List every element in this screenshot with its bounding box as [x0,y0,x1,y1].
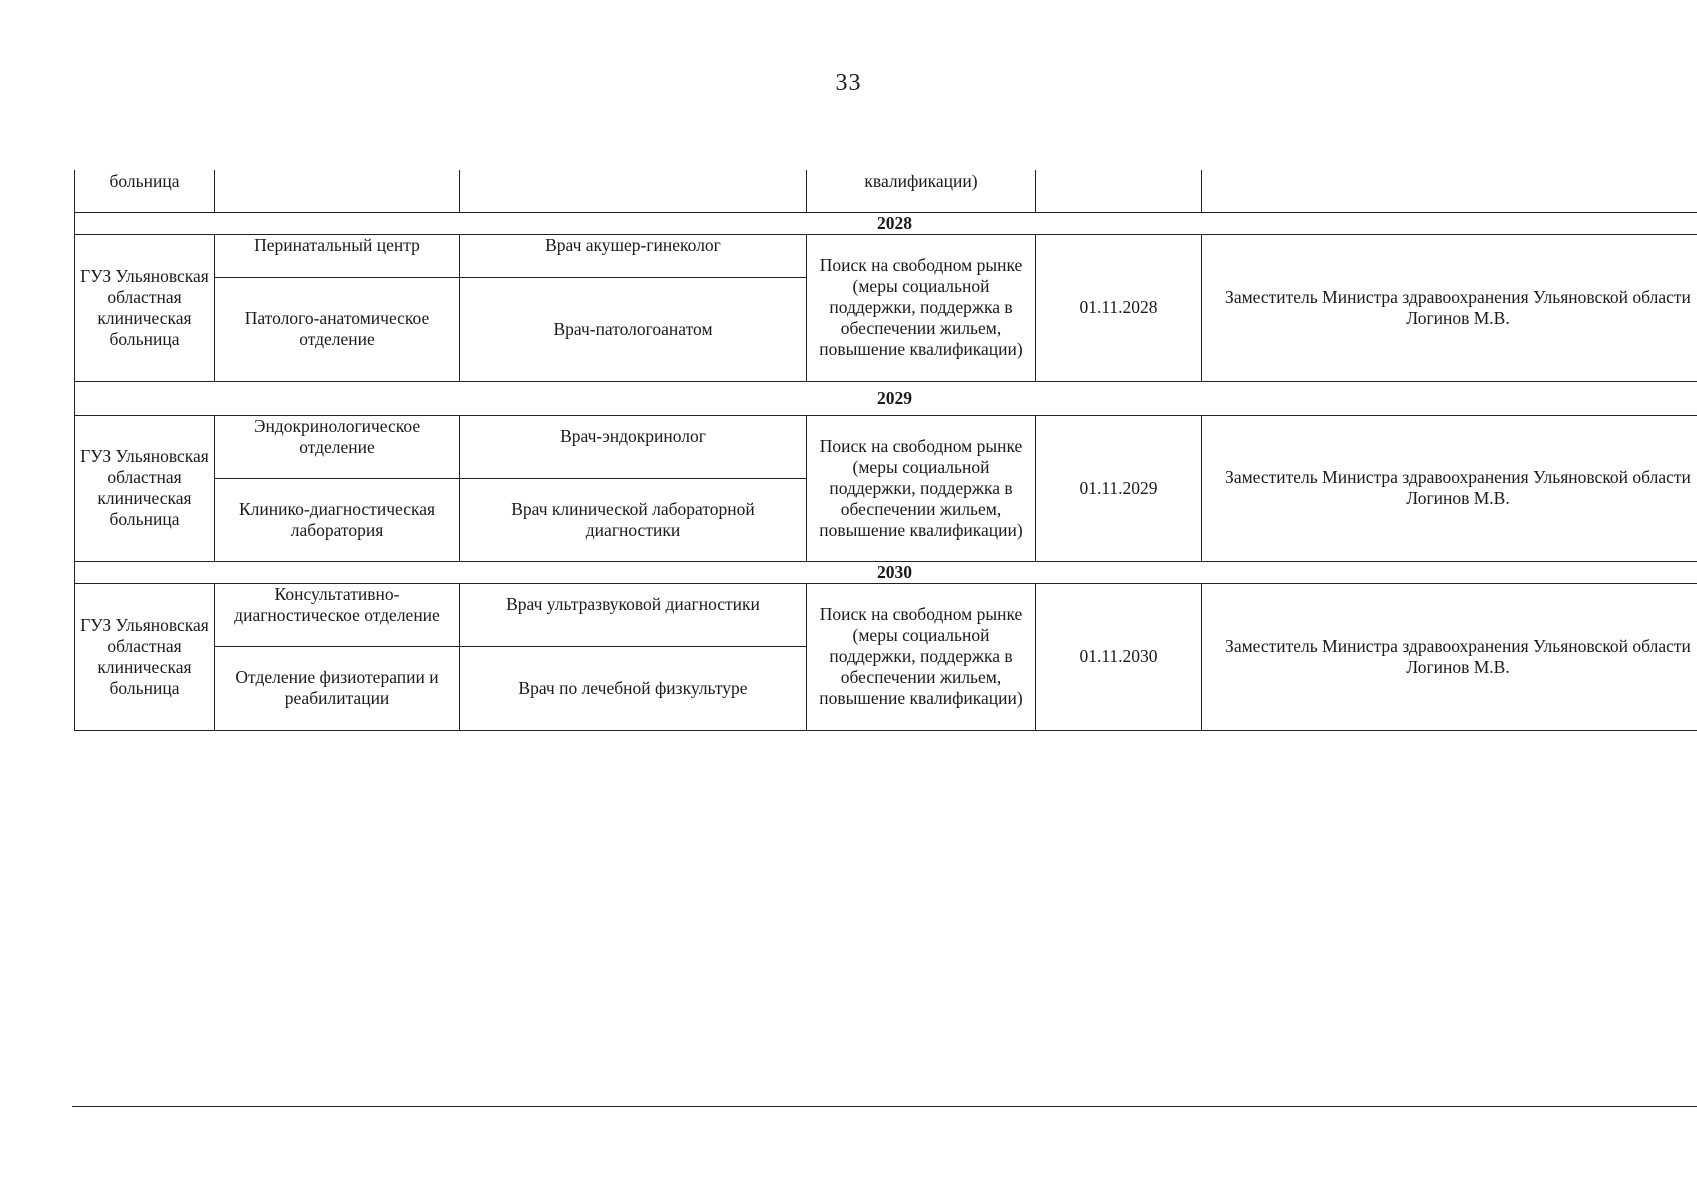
position-cell: Врач ультразвуковой диагностики [460,583,807,646]
measures-cell: Поиск на свободном рынке (меры социальной поддержки, поддержка в обеспечении жильем, повышение квалификации) [807,415,1036,561]
position-cell: Врач-эндокринолог [460,415,807,478]
year-row [75,561,1697,583]
measures-cell: Поиск на свободном рынке (меры социальной поддержки, поддержка в обеспечении жильем, повышение квалификации) [807,583,1036,730]
table-row [75,583,1697,646]
department-cell: Отделение физиотерапии и реабилитации [215,646,460,730]
deadline-cell: 01.11.2028 [1036,234,1202,381]
position-cell: Врач клинической лабораторной диагностики [460,478,807,561]
continuation-department [215,170,460,212]
organization-cell: ГУЗ Ульяновская областная клиническая больница [75,234,215,381]
position-cell: Врач по лечебной физкультуре [460,646,807,730]
footer-divider [72,1106,1697,1107]
deadline-cell: 01.11.2030 [1036,583,1202,730]
position-cell: Врач акушер-гинеколог [460,234,807,277]
department-cell: Консультативно-диагностическое отделение [215,583,460,646]
department-cell: Патолого-анатомическое отделение [215,277,460,381]
year-heading: 2030 [75,561,1697,583]
year-heading: 2028 [75,212,1697,234]
continuation-responsible [1202,170,1697,212]
table-row [75,415,1697,478]
responsible-cell: Заместитель Министра здравоохранения Ульяновской области Логинов М.В. [1202,583,1697,730]
department-cell: Клинико-диагностическая лаборатория [215,478,460,561]
continuation-measures: квалификации) [807,170,1036,212]
measures-cell: Поиск на свободном рынке (меры социальной поддержки, поддержка в обеспечении жильем, повышение квалификации) [807,234,1036,381]
page-number: 33 [835,70,862,96]
staffing-plan-table-wrapper [74,170,1697,731]
organization-cell: ГУЗ Ульяновская областная клиническая больница [75,583,215,730]
year-heading: 2029 [75,381,1697,415]
continuation-position [460,170,807,212]
responsible-cell: Заместитель Министра здравоохранения Ульяновской области Логинов М.В. [1202,234,1697,381]
department-cell: Эндокринологическое отделение [215,415,460,478]
continuation-deadline [1036,170,1202,212]
table-row [75,234,1697,277]
continuation-organization: больница [75,170,215,212]
department-cell: Перинатальный центр [215,234,460,277]
continuation-row [75,170,1697,212]
staffing-plan-table [74,170,1697,731]
year-row [75,212,1697,234]
position-cell: Врач-патологоанатом [460,277,807,381]
responsible-cell: Заместитель Министра здравоохранения Ульяновской области Логинов М.В. [1202,415,1697,561]
deadline-cell: 01.11.2029 [1036,415,1202,561]
organization-cell: ГУЗ Ульяновская областная клиническая больница [75,415,215,561]
year-row [75,381,1697,415]
